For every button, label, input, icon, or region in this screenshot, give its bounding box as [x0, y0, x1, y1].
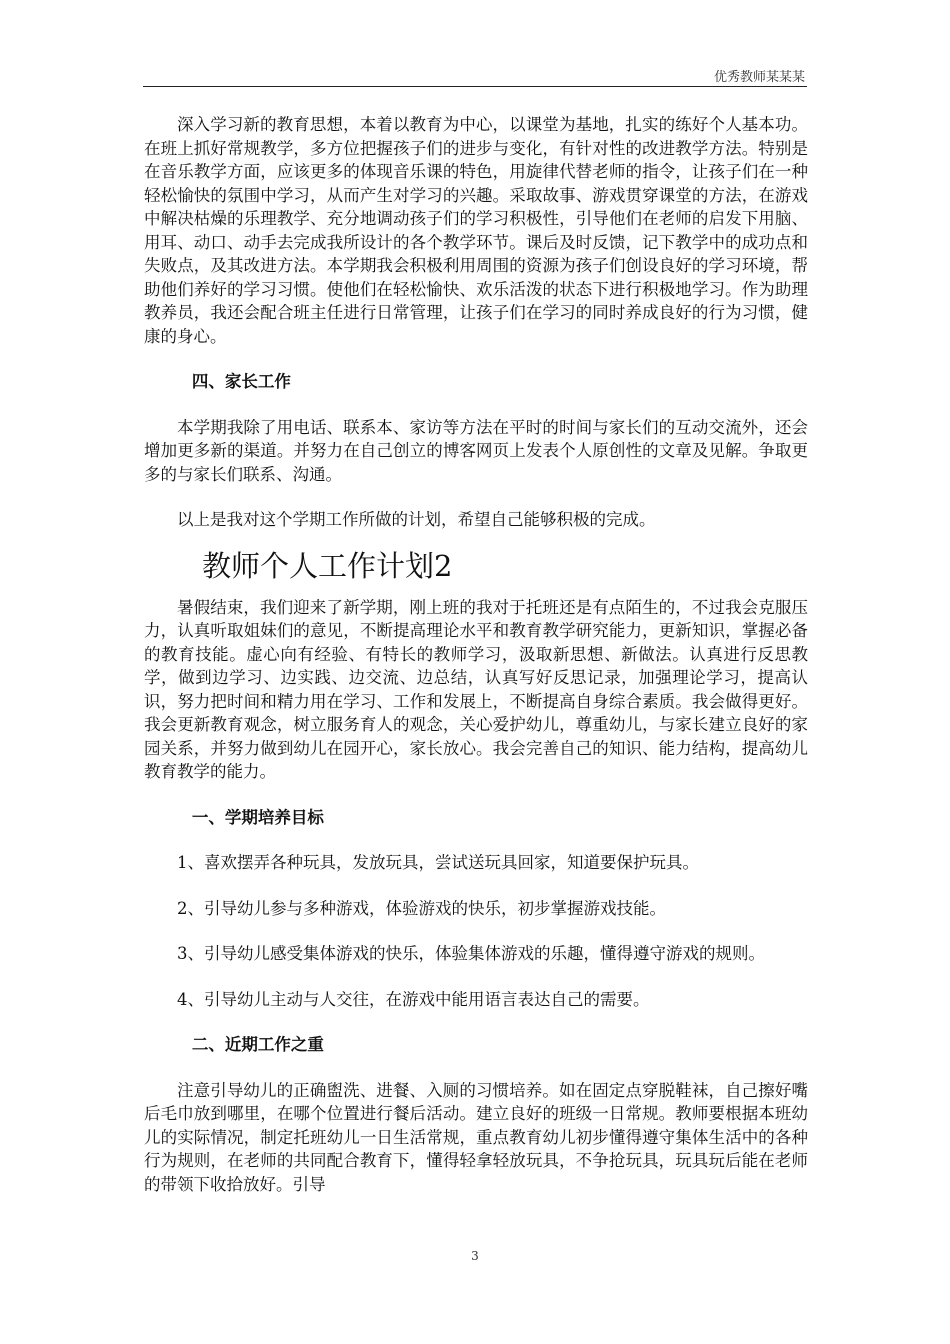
- paragraph-teaching: 深入学习新的教育思想，本着以教育为中心，以课堂为基地，扎实的练好个人基本功。在班上抓好常规教学，多方位把握孩子们的进步与变化，有针对性的改进教学方法。特别是在音乐教学方面，应该更多的体现音乐课的特色，用旋律代替老师的指令，让孩子们在一种轻松愉快的氛围中学习，从而产生对学习的兴趣。采取故事、游戏贯穿课堂的方法，在游戏中解决枯燥的乐理教学、充分地调动孩子们的学习积极性，引导他们在老师的启发下用脑、用耳、动口、动手去完成我所设计的各个教学环节。课后及时反馈，记下教学中的成功点和失败点，及其改进方法。本学期我会积极利用周围的资源为孩子们创设良好的学习环境，帮助他们养好的学习习惯。使他们在轻松愉快、欢乐活泼的状态下进行积极地学习。作为助理教养员，我还会配合班主任进行日常管理，让孩子们在学习的同时养成良好的行为习惯，健康的身心。: [144, 115, 808, 346]
- document-body: [144, 113, 808, 1196]
- paragraph-routine: 注意引导幼儿的正确盥洗、进餐、入厕的习惯培养。如在固定点穿脱鞋袜，自己擦好嘴后毛巾放到哪里，在哪个位置进行餐后活动。建立良好的班级一日常规。教师要根据本班幼儿的实际情况，制定托班幼儿一日生活常规，重点教育幼儿初步懂得遵守集体生活中的各种行为规则，在老师的共同配合教育下，懂得轻拿轻放玩具，不争抢玩具，玩具玩后能在老师的带领下收拾放好。引导: [144, 1080, 808, 1194]
- section-heading-goals: 一、学期培养目标: [191, 807, 324, 827]
- list-item-goal-4: 4、引导幼儿主动与人交往，在游戏中能用语言表达自己的需要。: [177, 989, 650, 1009]
- list-item-goal-3: 3、引导幼儿感受集体游戏的快乐，体验集体游戏的乐趣，懂得遵守游戏的规则。: [177, 944, 765, 963]
- header-divider: [143, 86, 807, 87]
- list-item-goal-1: 1、喜欢摆弄各种玩具，发放玩具，尝试送玩具回家，知道要保护玩具。: [177, 853, 699, 872]
- paragraph-parents: 本学期我除了用电话、联系本、家访等方法在平时的时间与家长们的互动交流外，还会增加更多新的渠道。并努力在自己创立的博客网页上发表个人原创性的文章及见解。争取更多的与家长们联系、沟通。: [144, 417, 808, 484]
- paragraph-intro: 暑假结束，我们迎来了新学期，刚上班的我对于托班还是有点陌生的，不过我会克服压力，认真听取姐妹们的意见，不断提高理论水平和教育教学研究能力，更新知识，掌握必备的教育技能。虚心向有经验、有特长的教师学习，汲取新思想、新做法。认真进行反思教学，做到边学习、边实践、边交流、边总结，认真写好反思记录，加强理论学习，提高认识，努力把时间和精力用在学习、工作和发展上，不断提高自身综合素质。我会做得更好。我会更新教育观念，树立服务育人的观念，关心爱护幼儿，尊重幼儿，与家长建立良好的家园关系，并努力做到幼儿在园开心，家长放心。我会完善自己的知识、能力结构，提高幼儿教育教学的能力。: [144, 597, 808, 781]
- plan-title: 教师个人工作计划2: [202, 548, 453, 583]
- section-heading-recent-work: 二、近期工作之重: [191, 1035, 324, 1054]
- paragraph-conclusion: 以上是我对这个学期工作所做的计划，希望自己能够积极的完成。: [177, 510, 656, 529]
- page-number: 3: [471, 1249, 479, 1263]
- list-item-goal-2: 2、引导幼儿参与多种游戏，体验游戏的快乐，初步掌握游戏技能。: [177, 898, 666, 918]
- page-header-title: 优秀教师某某某: [713, 70, 805, 85]
- section-heading-parents: 四、家长工作: [191, 372, 291, 391]
